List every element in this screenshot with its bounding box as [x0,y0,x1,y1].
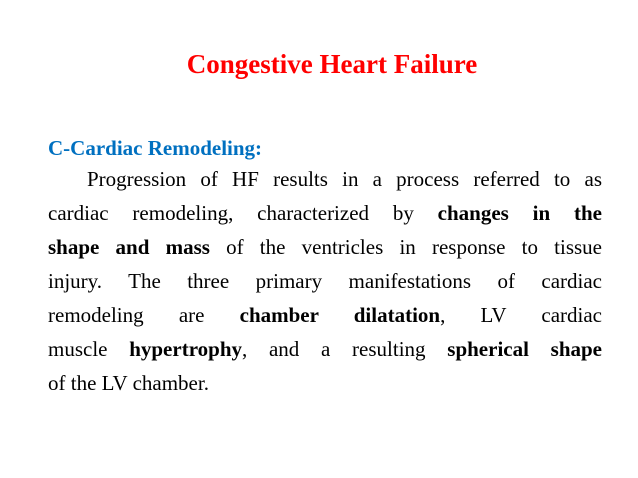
paragraph-line [48,230,602,264]
paragraph-line [48,298,602,332]
section-heading: C-Cardiac Remodeling: [48,136,263,160]
text-run: injury. The three primary manifestations of cardiac [48,269,602,293]
bold-text-run: shape and mass [48,235,210,259]
bold-text-run: spherical shape [447,337,602,361]
bold-text-run: hypertrophy [129,337,242,361]
paragraph-line [48,366,602,400]
paragraph-line [48,264,602,298]
text-run: muscle [48,337,130,361]
slide-title: Congestive Heart Failure [186,49,478,79]
text-run: of the ventricles in response to tissue [209,235,602,259]
text-run: of the LV chamber. [48,371,209,395]
bold-text-run: chamber dilatation [239,303,441,327]
body-paragraph [48,162,602,400]
text-run: , and a resulting [242,337,448,361]
paragraph-line [48,332,602,366]
text-run: , LV cardiac [440,303,602,327]
bold-text-run: changes in the [437,201,602,225]
paragraph-line [48,162,602,196]
paragraph-line [48,196,602,230]
text-run: cardiac remodeling, characterized by [48,201,438,225]
text-run: Progression of HF results in a process referred to as [87,167,602,191]
text-run: remodeling are [48,303,240,327]
